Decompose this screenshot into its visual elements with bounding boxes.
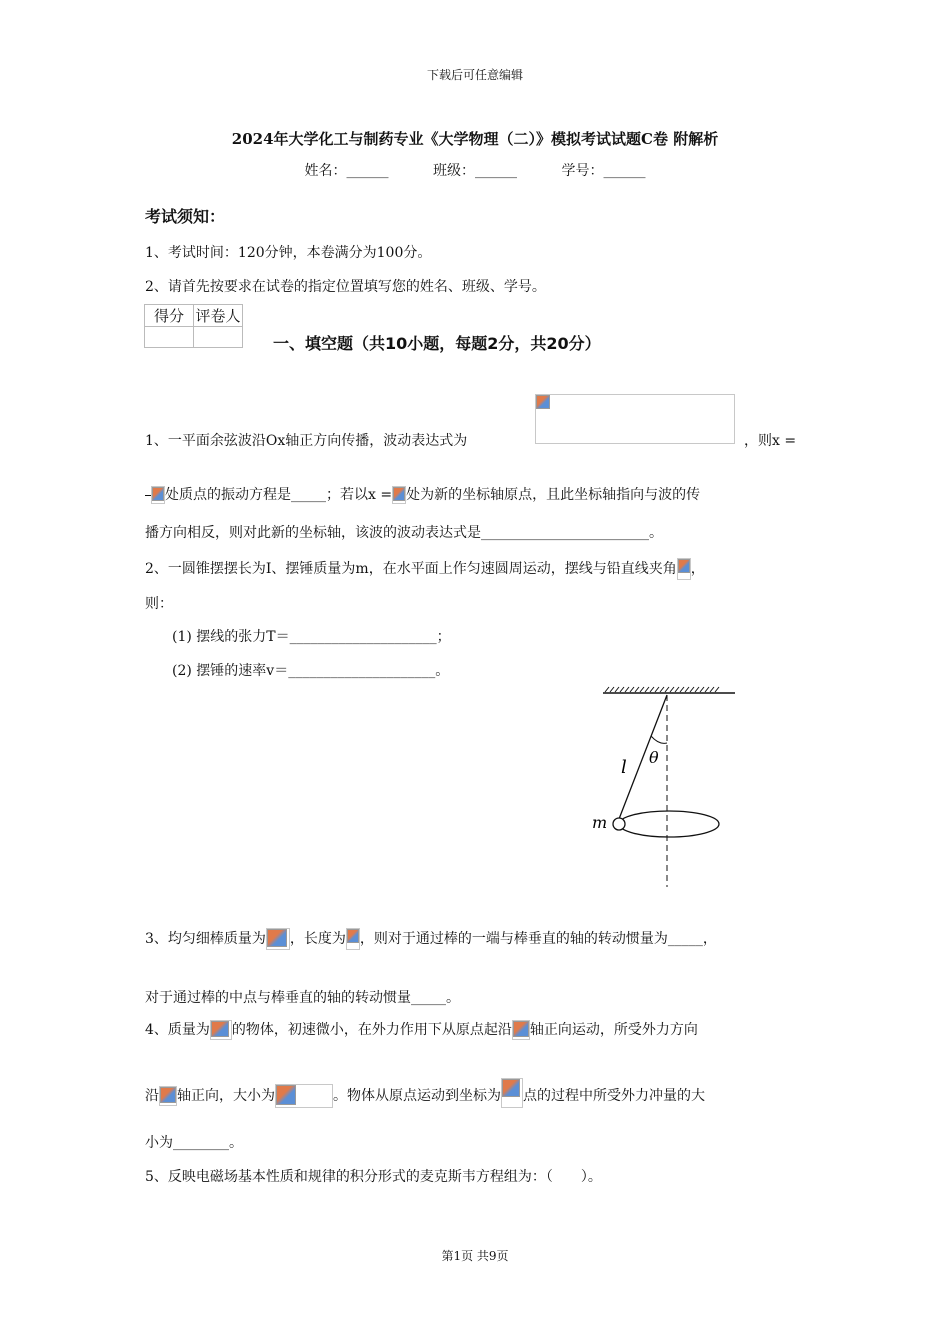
angle-arc	[651, 736, 667, 743]
q5-line: 5、反映电磁场基本性质和规律的积分形式的麦克斯韦方程组为：（ ）。	[145, 1169, 602, 1185]
formula-image	[677, 558, 691, 580]
q3-text: ，则对于通过棒的一端与棒垂直的轴的转动惯量为_____，	[359, 931, 717, 947]
formula-image	[512, 1020, 530, 1040]
formula-image	[392, 486, 406, 504]
q4-text: 沿	[145, 1088, 159, 1104]
formula-image	[535, 394, 735, 444]
grader-header: 评卷人	[194, 305, 243, 327]
q4-text: 轴正向运动，所受外力方向	[529, 1022, 698, 1038]
q4-text: 。物体从原点运动到坐标为	[333, 1088, 501, 1104]
q2-text: ，	[690, 561, 705, 577]
notice-item: 2、请首先按要求在试卷的指定位置填写您的姓名、班级、学号。	[145, 279, 546, 295]
q4-text: 轴正向，大小为	[177, 1088, 275, 1104]
formula-image	[346, 928, 360, 950]
mass-label: m	[592, 813, 608, 832]
q1-line: 播方向相反，则对此新的坐标轴，该波的波动表达式是________________________。	[145, 525, 663, 541]
angle-label: θ	[649, 748, 659, 767]
q4-line	[145, 1078, 705, 1108]
formula-image	[266, 928, 290, 950]
score-cell[interactable]	[145, 327, 194, 348]
conical-pendulum-figure	[585, 685, 745, 890]
q2-line: (1) 摆线的张力T＝_____________________；	[172, 629, 451, 645]
q2-text: 2、一圆锥摆摆长为I、摆锤质量为m，在水平面上作匀速圆周运动，摆线与铅直线夹角	[145, 561, 677, 577]
q3-line	[145, 928, 717, 950]
q2-line: 则：	[145, 596, 173, 612]
header-note: 下载后可任意编辑	[426, 68, 523, 82]
q4-line	[145, 1019, 698, 1040]
notice-heading: 考试须知：	[145, 207, 226, 226]
score-header: 得分	[145, 305, 194, 327]
length-label: l	[621, 757, 627, 778]
id-field[interactable]: 学号：______	[561, 163, 646, 179]
page-title: 2024年大学化工与制药专业《大学物理（二）》模拟考试试题C卷 附解析	[231, 130, 719, 148]
q1-text: 处为新的坐标轴原点，且此坐标轴指向与波的传	[406, 487, 701, 503]
formula-image	[275, 1084, 333, 1108]
notice-item: 1、考试时间：120分钟，本卷满分为100分。	[145, 245, 432, 261]
q3-line: 对于通过棒的中点与棒垂直的轴的转动惯量_____。	[145, 990, 460, 1006]
q1-line	[145, 484, 700, 504]
page-footer: 第1页 共9页	[441, 1249, 509, 1263]
formula-image	[159, 1086, 177, 1106]
formula-image	[501, 1078, 523, 1108]
name-field[interactable]: 姓名：______	[304, 163, 389, 179]
ceiling-hatch	[605, 687, 719, 692]
q4-text: 的物体，初速微小，在外力作用下从原点起沿	[231, 1022, 512, 1038]
q1-line: 1、一平面余弦波沿Ox轴正方向传播，波动表达式为	[145, 433, 468, 449]
q4-text: 4、质量为	[145, 1022, 210, 1038]
circular-path	[619, 811, 719, 837]
formula-image	[210, 1020, 232, 1040]
pendulum-bob	[613, 818, 625, 830]
q2-line	[145, 558, 705, 580]
q3-text: ，长度为	[289, 931, 346, 947]
q4-line: 小为________。	[145, 1135, 243, 1151]
student-info	[0, 160, 950, 180]
score-table	[144, 304, 243, 348]
section-title: 一、填空题（共10小题，每题2分，共20分）	[273, 334, 601, 353]
class-field[interactable]: 班级：______	[433, 163, 517, 179]
q1-text: 处质点的振动方程是_____；若以x =	[165, 487, 393, 503]
formula-image	[151, 486, 165, 504]
q4-text: 点的过程中所受外力冲量的大	[523, 1088, 705, 1104]
q1-line: ，则x =	[744, 433, 797, 449]
q2-line: (2) 摆锤的速率v＝_____________________。	[172, 663, 450, 679]
grader-cell[interactable]	[194, 327, 243, 348]
q3-text: 3、均匀细棒质量为	[145, 931, 266, 947]
